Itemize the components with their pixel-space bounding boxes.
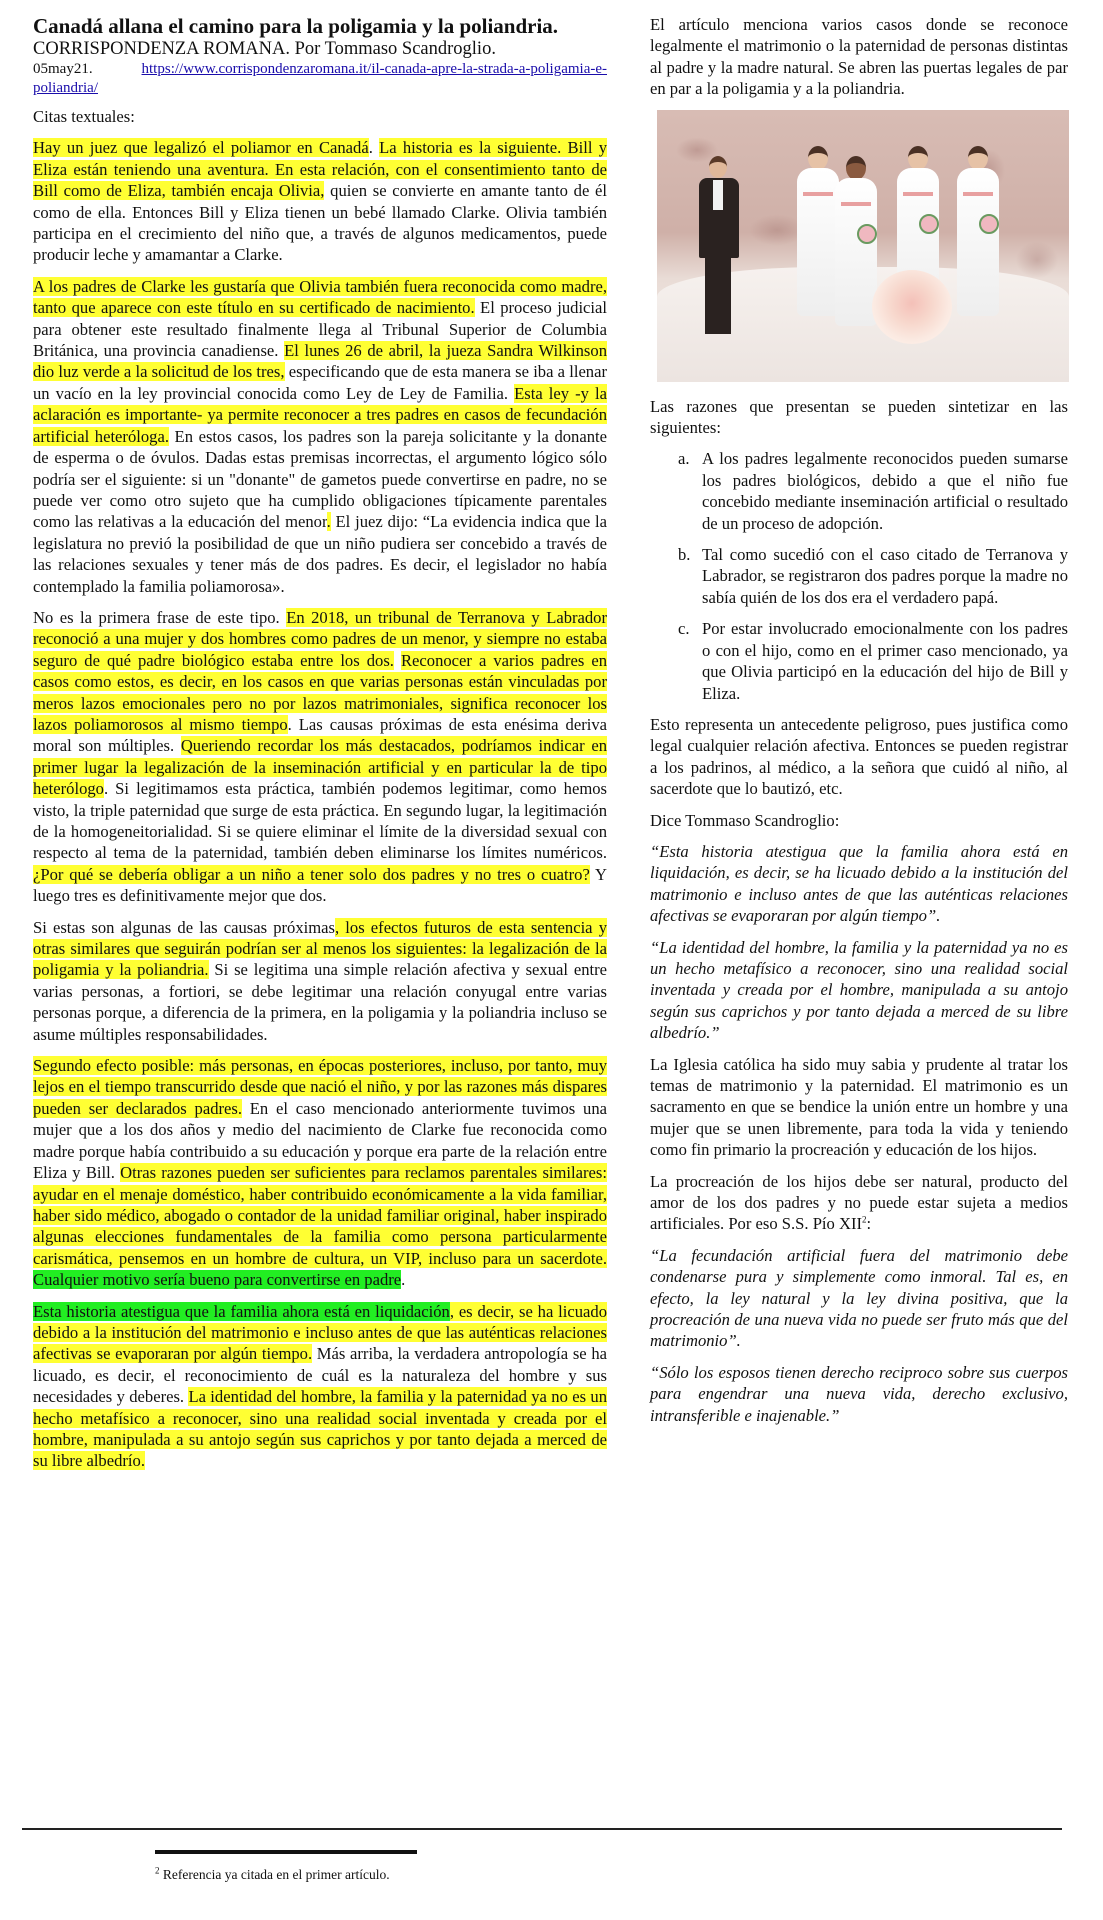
source-link[interactable]: https://www.corrispondenzaromana.it/il-canada-apre-la-strada-a-poligamia-e-poliandria/: [33, 61, 607, 96]
right-intro: El artículo menciona varios casos donde se reconoce legalmente el matrimonio o la paternidad de personas distintas al padre y la madre natural. Se abren las puertas legales de par en par a la poligamia y a la poliandria.: [650, 15, 1068, 99]
body-paragraph: [33, 917, 607, 1045]
reason-item: [678, 448, 1068, 534]
text-segment: No es la primera frase de este tipo.: [33, 607, 287, 627]
text-segment: [394, 651, 401, 670]
text-segment: Si se legitima una simple relación afectiva y sexual entre varias personas, a fortiori, se debe legitimar una relación conyugal entre varias personas porque, a diferencia de la primera, en la poligamia y la poliandria incluso se asume múltiples responsabilidades.: [33, 960, 607, 1044]
footnote-text: Referencia ya citada en el primer artículo.: [159, 1867, 390, 1882]
text-segment: quien se convierte en amante tanto de él como de ella. Entonces Bill y Eliza tienen un bebé llamado Clarke. Olivia también participa en el crecimiento del niño que, a través de algunos medicamentos, puede producir leche y amamantar a Clarke.: [33, 181, 608, 265]
body-paragraph: [33, 1055, 607, 1290]
quote-liquidation: “Esta historia atestigua que la familia ahora está en liquidación, es decir, se ha licuado debido a la institución del matrimonio e incluso antes de que las auténticas relaciones afectivas se evaporaran por algún tiempo”.: [650, 841, 1068, 926]
article-source: CORRISPONDENZA ROMANA. Por Tommaso Scandroglio.: [33, 39, 496, 59]
page-divider: [22, 1828, 1062, 1830]
reason-text: Tal como sucedió con el caso citado de Terranova y Labrador, se registraron dos padres porque la madre no sabía quién de los dos era el verdadero papá.: [702, 545, 1068, 607]
footnote-ref[interactable]: 2: [862, 1214, 867, 1225]
text-segment: especificando que de esta manera se iba a llenar un vacío en la ley provincial conocida como Ley de Ley de Familia.: [33, 362, 607, 403]
bride-figurine: [797, 146, 839, 316]
text-segment: Y luego tres es definitivamente mejor que dos.: [33, 864, 607, 906]
body-paragraph: [33, 607, 607, 907]
reasons-intro: Las razones que presentan se pueden sintetizar en las siguientes:: [650, 396, 1068, 438]
highlighted-text-yellow: A los padres de Clarke les gustaría que Olivia también fuera reconocida como madre,: [33, 276, 607, 296]
footnote-separator: [155, 1850, 417, 1854]
procreation-end: :: [866, 1214, 872, 1234]
highlighted-text-yellow: La historia es la siguiente. Bill y Eliza están teniendo una aventura. En esta relación, con el consentimiento tanto de Bill como de Eliza, también encaja Olivia,: [33, 138, 607, 201]
footnote-number: 2: [155, 1865, 160, 1876]
reason-item: [678, 618, 1068, 704]
quote-identity: “La identidad del hombre, la familia y la paternidad ya no es un hecho metafísico a reconocer, sino una realidad social inventada y creada por el hombre, manipulada a su antojo según sus caprichos y por tanto dejada a merced de su libre albedrío.”: [650, 937, 1068, 1043]
says-label: Dice Tommaso Scandroglio:: [650, 810, 840, 830]
reason-text: A los padres legalmente reconocidos pueden sumarse los padres biológicos, debido a que el niño fue concebido mediante inseminación artificial o resultado de un proceso de adopción.: [702, 449, 1068, 533]
highlighted-text-yellow: .: [326, 512, 331, 532]
text-segment: En el caso mencionado anteriormente tuvimos una mujer que a los dos años y medio del nacimiento de Clarke fue reconocida como madre porque había contribuido a su educación y porque era parte de la relación entre Eliza y Bill.: [33, 1098, 607, 1183]
footnote: [155, 1866, 390, 1884]
text-segment: El juez dijo: “La evidencia indica que la legislatura no previó la posibilidad de que un niño pudiera ser concebido a través de las relaciones sexuales y tener más de dos padres. Es decir, el legislador no había contemplado la familia poliamorosa».: [33, 512, 607, 596]
highlighted-text-yellow: Reconocer a varios padres en casos como estos, es decir, en los casos en que varias personas están vinculadas por meros lazos emocionales pero no por lazos matrimoniales, significa reconocer los lazos poliamorosos al mismo tiempo: [33, 650, 607, 734]
article-date: 05may21.: [33, 61, 93, 77]
highlighted-text-yellow: , es decir, se ha licuado debido a la institución del matrimonio e incluso antes de que las auténticas relaciones afectivas se evaporaran por algún tiempo.: [33, 1301, 607, 1364]
rose: [872, 270, 952, 344]
bride-figurine: [835, 156, 877, 326]
body-paragraph: [33, 137, 607, 265]
text-segment: .: [368, 138, 380, 158]
highlighted-text-yellow: tanto que aparece con este título en su certificado de nacimiento.: [33, 298, 475, 318]
highlighted-text-yellow: , los efectos futuros de esta sentencia y otras similares que seguirán podrían ser al menos los siguientes: la legalización de la poligamia y la poliandria.: [33, 917, 607, 980]
highlighted-text-green: Esta historia atestigua que la familia ahora está en liquidación: [33, 1301, 450, 1321]
procreation-text: La procreación de los hijos debe ser natural, producto del amor de los dos padres y no puede estar sujeta a medios artificiales. Por eso S.S. Pío XII: [650, 1171, 1068, 1234]
reason-marker: b.: [678, 545, 691, 565]
right-column: [650, 14, 1068, 1436]
procreation-paragraph: [650, 1171, 1068, 1235]
left-column: [33, 14, 607, 1482]
highlighted-text-green: Cualquier motivo sería bueno para convertirse en padre: [33, 1270, 402, 1290]
quote-pius-2: “Sólo los esposos tienen derecho reciproco sobre sus cuerpos para engendrar una nueva vida, derecho exclusivo, intransferible e inajenable.”: [650, 1362, 1068, 1425]
reasons-list: [650, 448, 1068, 703]
highlighted-text-yellow: ¿Por qué se debería obligar a un niño a tener solo dos padres y no tres o cuatro?: [33, 864, 590, 884]
groom-figurine: [697, 156, 741, 336]
reason-text: Por estar involucrado emocionalmente con los padres o con el hijo, como en el primer caso mencionado, ya que Olivia participó en la educación del hijo de Bill y Eliza.: [702, 619, 1068, 703]
text-segment: El proceso judicial para obtener este resultado finalmente llega al Tribunal Superior de Columbia Británica, una provincia canadiense.: [33, 298, 608, 361]
text-segment: .: [401, 1270, 406, 1290]
article-title: Canadá allana el camino para la poligamia y la poliandria.: [33, 14, 559, 38]
highlighted-text-yellow: Otras razones pueden ser suficientes para reclamos parentales similares: ayudar en el menaje doméstico, haber contribuido económicamente a la vida familiar, haber sido médico, abogado o contador de la unidad familiar original, haber inspirado algunas elecciones fundamentales de la familia como persona particularmente carismática, pensemos en un hombre de cultura, un VIP, incluso para un sacerdote.: [33, 1163, 607, 1268]
highlighted-text-yellow: Segundo efecto posible: más personas, en épocas posteriores, incluso, por tanto, muy lejos en el tiempo transcurrido desde que nació el niño, y por las razones más dispares pueden ser declarados padres.: [33, 1056, 607, 1118]
reason-item: [678, 544, 1068, 608]
quote-pius-1: “La fecundación artificial fuera del matrimonio debe condenarse pura y simplemente como inmoral. Tal es, en efecto, la ley natural y la ley divina positiva, que la procreación de una nueva vida no puede ser fruto más que del matrimonio”.: [650, 1245, 1068, 1351]
reason-marker: c.: [678, 619, 690, 639]
body-paragraph: [33, 276, 607, 597]
body-paragraph: [33, 1301, 607, 1472]
highlighted-text-yellow: En 2018, un tribunal de Terranova y Labrador reconoció a una mujer y dos hombres como padres de un menor, y siempre no estaba seguro de qué padre biológico estaba entre los dos.: [33, 607, 608, 670]
bride-figurine: [957, 146, 999, 316]
text-segment: . Las causas próximas de esta enésima deriva moral son múltiples.: [33, 714, 607, 756]
precedent-paragraph: Esto representa un antecedente peligroso, pues justifica como legal cualquier relación afectiva. Entonces se pueden registrar a los padrinos, al médico, a la señora que cuidó al niño, al sacerdote que lo bautizó, etc.: [650, 714, 1068, 799]
left-paragraphs: [33, 137, 607, 1471]
highlighted-text-yellow: Queriendo recordar los más destacados, podríamos indicar en primer lugar la legalización de la inseminación artificial y en particular la de tipo heterólogo: [33, 736, 607, 799]
text-segment: Más arriba, la verdadera antropología se ha licuado, es decir, el reconocimiento de cuál es la naturaleza del hombre y sus necesidades y deberes.: [33, 1344, 608, 1407]
intro-label: Citas textuales:: [33, 107, 135, 126]
text-segment: . Si legitimamos esta práctica, también podemos legitimar, como hemos visto, la triple paternidad que surge de esta práctica. En segundo lugar, la legitimación de la homogeneitorialidad. Si se quiere eliminar el límite de la diversidad sexual con respecto al tema de la paternidad, también deben eliminarse los límites numéricos.: [33, 779, 607, 863]
highlighted-text-yellow: La identidad del hombre, la familia y la paternidad ya no es un hecho metafísico a reconocer, sino una realidad social inventada y creada por el hombre, manipulada a su antojo según sus caprichos y por tanto dejada a merced de su libre albedrío.: [33, 1387, 607, 1471]
highlighted-text-yellow: El lunes 26 de abril, la jueza Sandra Wilkinson dio luz verde a la solicitud de los tres,: [33, 341, 607, 382]
text-segment: En estos casos, los padres son la pareja solicitante y la donante de esperma o de óvulos. Dadas estas premisas incorrectas, el argumento lógico sólo podría ser el siguiente: si un "donante" de gametos puede convertirse en padre, no se puede ver como otro sujeto que ha cumplido obligaciones típicamente parentales como las relativas a la educación del menor: [33, 426, 607, 532]
highlighted-text-yellow: Hay un juez que legalizó el poliamor en Canadá: [33, 138, 369, 158]
text-segment: Si estas son algunas de las causas próximas: [33, 917, 335, 937]
reason-marker: a.: [678, 449, 690, 469]
highlighted-text-yellow: Esta ley -y la aclaración es importante- ya permite reconocer a tres padres en casos de fecundación artificial heteróloga.: [33, 383, 607, 446]
dateline: [33, 60, 607, 98]
church-paragraph: La Iglesia católica ha sido muy sabia y prudente al tratar los temas de matrimonio y la paternidad. El matrimonio es un sacramento en que se bendice la unión entre un hombre y una mujer que se unen libremente, para toda la vida y teniendo como fin primario la procreación y educación de los hijos.: [650, 1054, 1068, 1160]
wedding-cake-photo: [657, 110, 1069, 382]
